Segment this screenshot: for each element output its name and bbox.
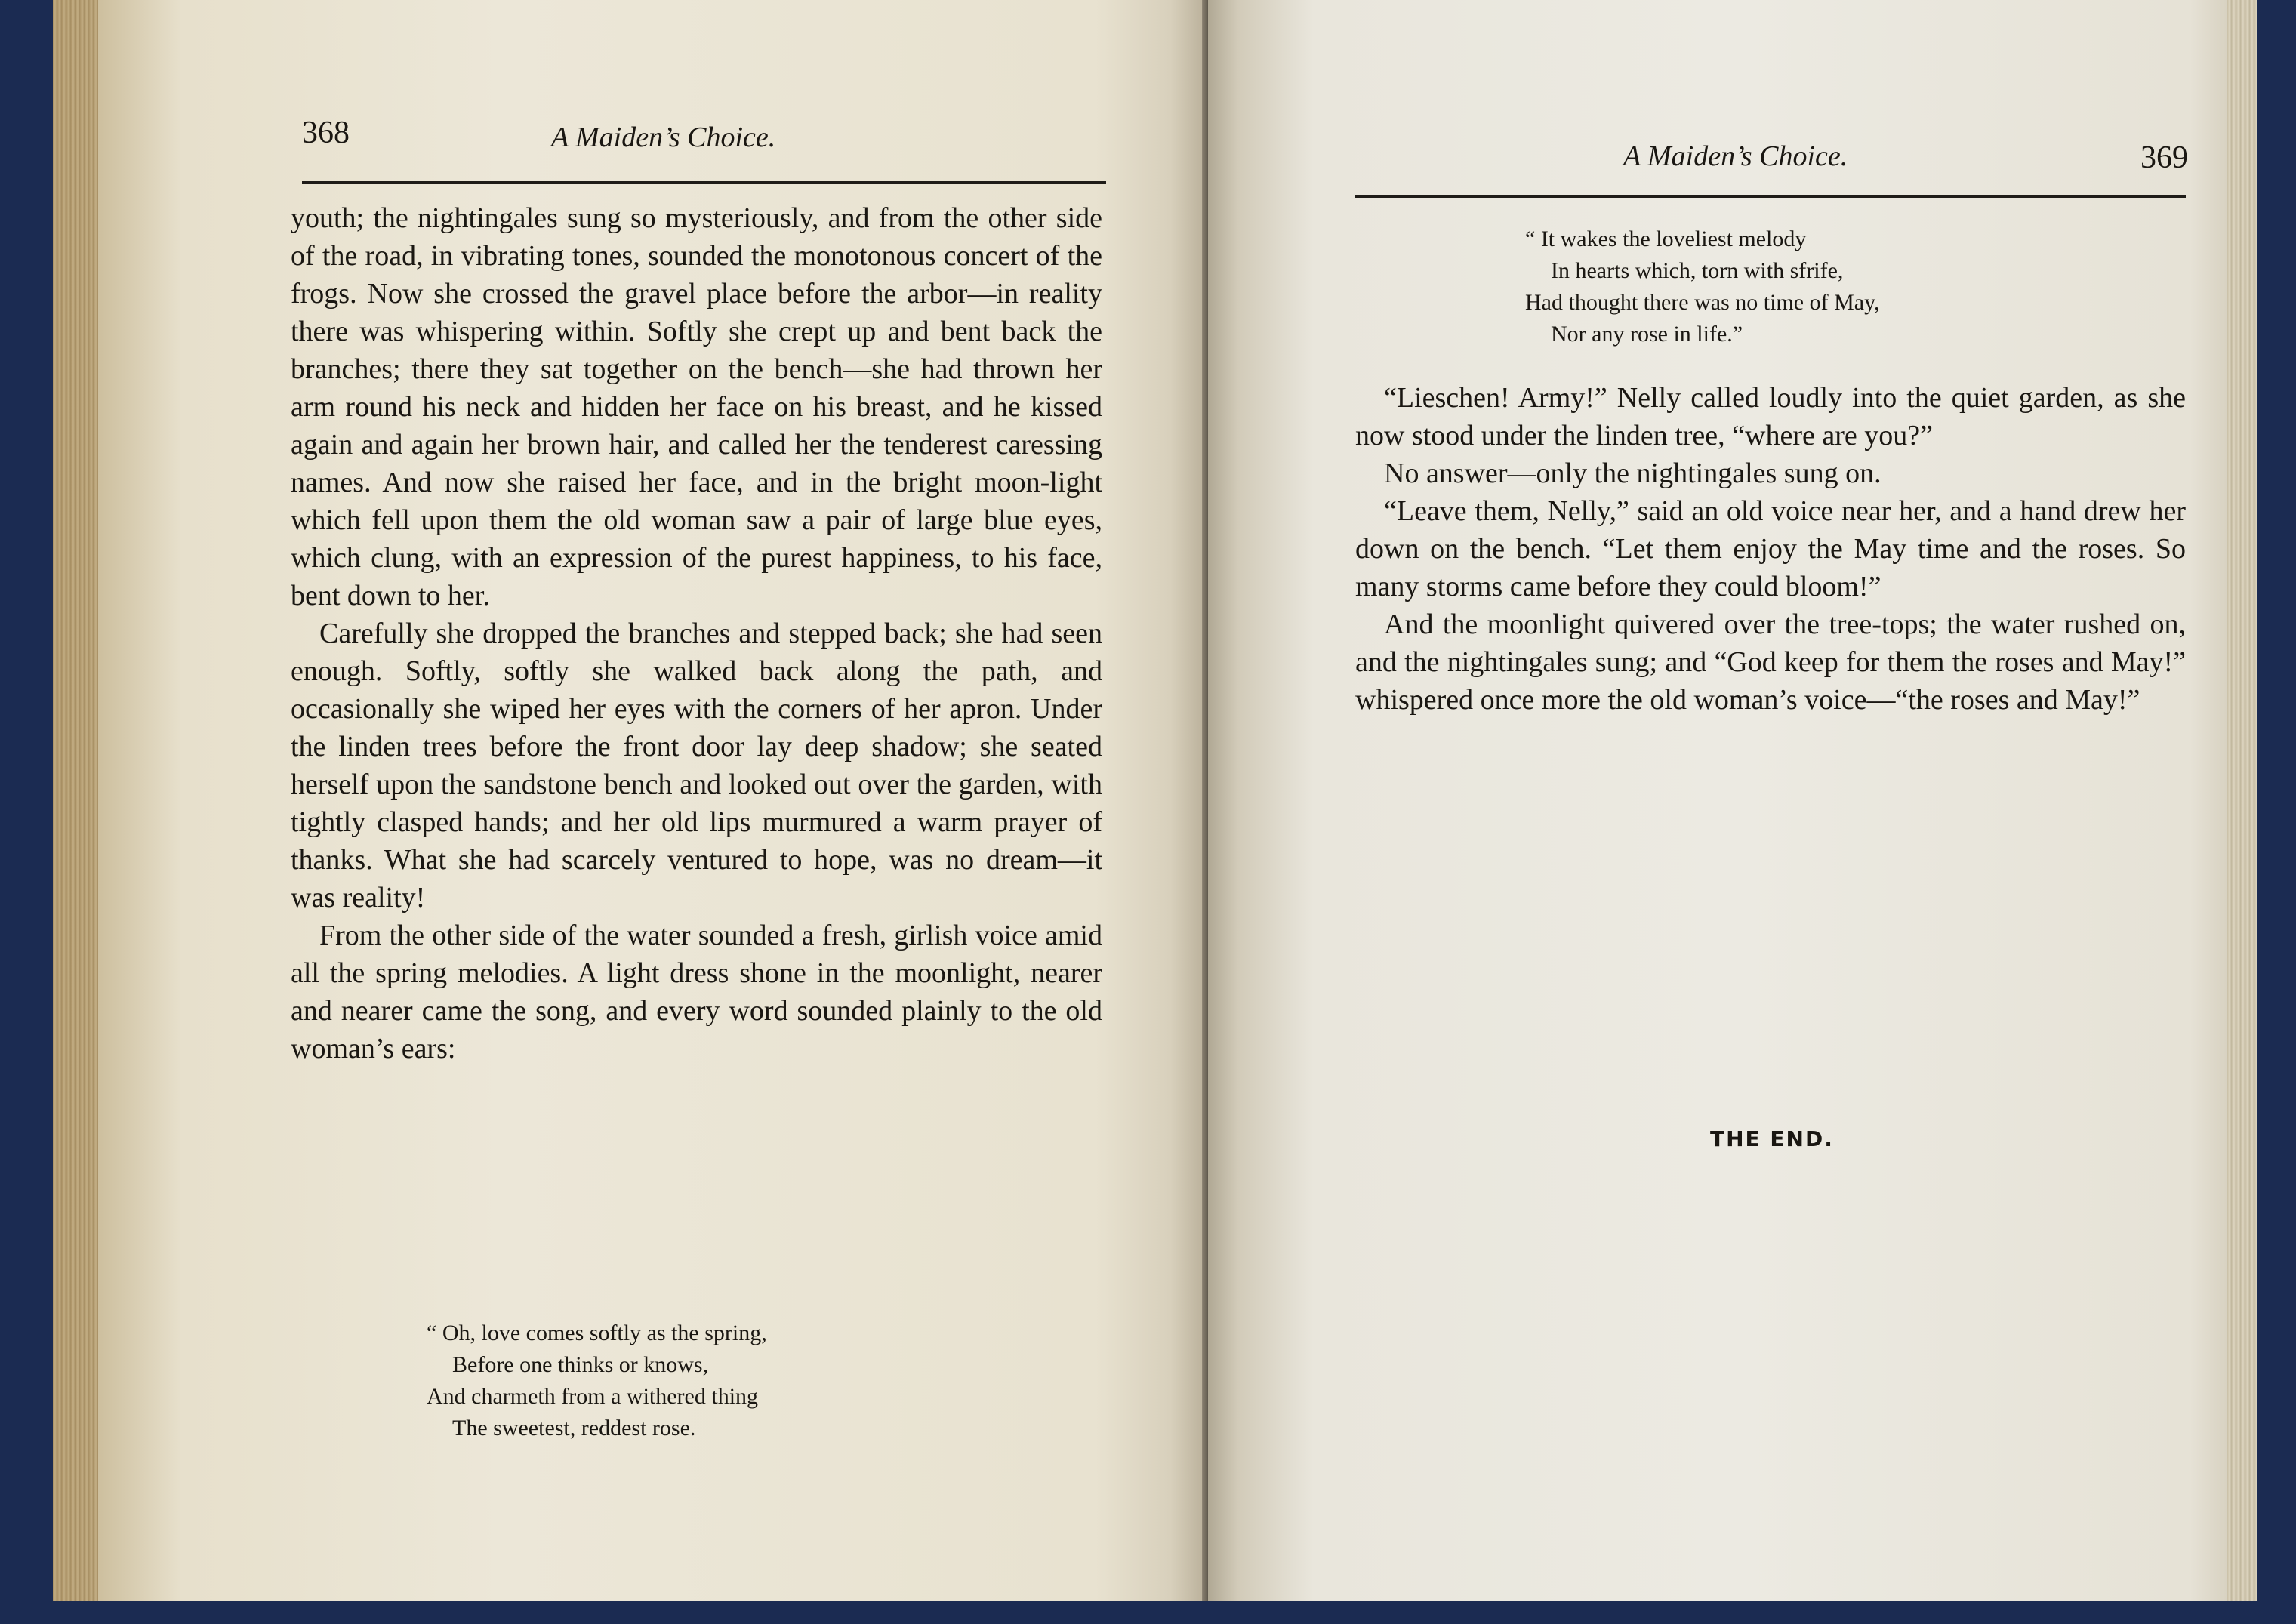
paragraph: “Leave them, Nelly,” said an old voice near her, and a hand drew her down on the bench. “Let them enjoy the May time and the roses. So many storms came before they could bloom!” <box>1355 495 2186 602</box>
left-page-text <box>291 199 1102 1068</box>
page-number-right: 369 <box>2140 140 2188 175</box>
running-title-right: A Maiden’s Choice. <box>1623 140 1848 172</box>
page-edges-right <box>2227 0 2257 1601</box>
verse-line: Had thought there was no time of May, <box>1525 290 1880 315</box>
paragraph: And the moonlight quivered over the tree-tops; the water rushed on, and the nightingales sung; and “God keep for them the roses and May!” whispered once more the old woman’s voice—“the roses and May!” <box>1355 609 2186 716</box>
header-rule-right <box>1355 195 2186 198</box>
running-title-left: A Maiden’s Choice. <box>551 122 776 153</box>
verse-stanza-right <box>1525 223 1880 350</box>
header-rule-left <box>302 181 1106 184</box>
paragraph: No answer—only the nightingales sung on. <box>1384 458 1881 489</box>
right-page-text <box>1355 379 2186 719</box>
verse-stanza-left <box>427 1317 767 1444</box>
paragraph: “Lieschen! Army!” Nelly called loudly into the quiet garden, as she now stood under the linden tree, “where are you?” <box>1355 382 2186 451</box>
verse-line: In hearts which, torn with sfrife, <box>1551 258 1844 283</box>
left-page <box>53 0 1208 1601</box>
the-end-heading: THE END. <box>1710 1126 1834 1151</box>
verse-line: And charmeth from a withered thing <box>427 1384 759 1409</box>
page-number-left: 368 <box>302 116 350 150</box>
verse-line: The sweetest, reddest rose. <box>452 1416 696 1441</box>
verse-line: Nor any rose in life.” <box>1551 322 1743 347</box>
paragraph: youth; the nightingales sung so mysteriously, and from the other side of the road, in vibrating tones, sounded the monotonous concert of the frogs. Now she crossed the gravel place before the arbor—in reality there was whispering within. Softly she crept up and bent back the branches; there they sat together on the bench—she had thrown her arm round his neck and hidden her face on his breast, and he kissed again and again her brown hair, and called her the tenderest caressing names. And now she raised her face, and in the bright moon-light which fell upon them the old woman saw a pair of large blue eyes, which clung, with an expression of the purest happiness, to his face, bent down to her. <box>291 202 1102 612</box>
right-page <box>1208 0 2257 1601</box>
paragraph: From the other side of the water sounded a fresh, girlish voice amid all the spring melodies. A light dress shone in the moonlight, nearer and nearer came the song, and every word sounded plainly to the old woman’s ears: <box>291 920 1102 1065</box>
verse-line: “ It wakes the loveliest melody <box>1525 226 1807 251</box>
verse-line: Before one thinks or knows, <box>452 1352 709 1377</box>
page-edges-left <box>53 0 98 1601</box>
open-book <box>53 0 2257 1601</box>
paragraph: Carefully she dropped the branches and stepped back; she had seen enough. Softly, softly she walked back along the path, and occasionally she wiped her eyes with the corners of her apron. Under the linden trees before the front door lay deep shadow; she seated herself upon the sandstone bench and looked out over the garden, with tightly clasped hands; and her old lips murmured a warm prayer of thanks. What she had scarcely ventured to hope, was no dream—it was reality! <box>291 618 1102 914</box>
verse-line: “ Oh, love comes softly as the spring, <box>427 1320 767 1345</box>
